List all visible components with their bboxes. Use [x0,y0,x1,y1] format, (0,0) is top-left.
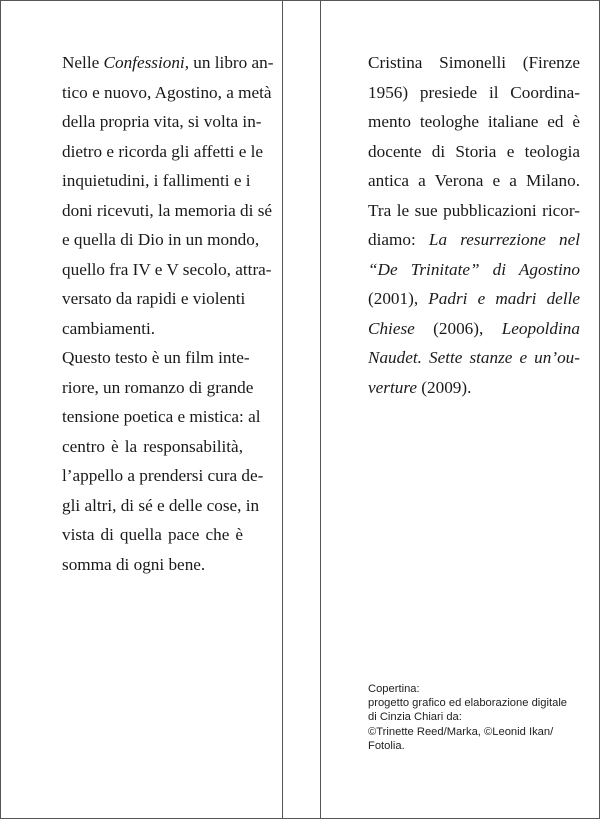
credits-line: Fotolia. [368,739,405,752]
italic-title: Naudet. Sette stanze e un’ou- [368,348,580,367]
text-line: Nelle Confessioni, un libro an- [62,53,274,72]
italic-title: “De Trinitate” di Agostino [368,259,580,279]
text-line: tico e nuovo, Agostino, a metà [62,82,272,102]
text-line: vista di quella pace che è [62,525,243,544]
text-line: (2001), Padri e madri delle [368,289,580,308]
credits-line: ©Trinette Reed/Marka, ©Leonid Ikan/ [368,725,554,738]
description-paragraph-2 [62,343,264,579]
credits-line: progetto grafico ed elaborazione digitale [368,697,568,710]
text-line: gli altri, di sé e delle cose, in [62,495,260,515]
text-line: mento teologhe italiane ed è [368,112,580,131]
text-line: verture (2009). [368,377,472,397]
text-line: doni ricevuti, la memoria di sé [62,200,273,220]
italic-title: verture [368,377,417,397]
text-line [368,343,580,373]
text-line: Tra le sue pubblicazioni ricor- [368,200,580,220]
italic-title: Chiese [368,318,415,338]
author-bio [368,48,580,402]
italic-title: Leopoldina [501,318,580,338]
italic-title: Confessioni [103,53,185,72]
text-line: Questo testo è un film inte- [62,348,250,367]
text-line [368,255,580,285]
credits-line: di Cinzia Chiari da: [368,711,462,724]
text-line: cambiamenti. [62,318,156,338]
text-line: Chiese (2006), Leopoldina [368,318,580,338]
fold-line-left [282,0,283,819]
italic-title: Padri e madri delle [428,289,580,308]
text-line: docente di Storia e teologia [368,141,580,161]
text-line: antica a Verona e a Milano. [368,171,580,190]
text-line: quello fra IV e V secolo, attra- [62,259,272,279]
text-line: l’appello a prendersi cura de- [62,466,264,485]
text-line: centro è la responsabilità, [62,436,243,456]
fold-line-right [320,0,321,819]
text-line: tensione poetica e mistica: al [62,407,261,426]
text-line: diamo: La resurrezione nel [368,230,580,249]
text-line: versato da rapidi e violenti [62,289,246,308]
text-line: 1956) presiede il Coordina- [368,82,580,102]
text-line: somma di ogni bene. [62,554,206,574]
text-line: della propria vita, si volta in- [62,112,262,131]
description-paragraph-1 [62,48,274,343]
text-line: Cristina Simonelli (Firenze [368,53,580,72]
book-description [62,48,274,579]
text-line: riore, un romanzo di grande [62,377,254,397]
text-line: e quella di Dio in un mondo, [62,230,260,249]
italic-title: La resurrezione nel [428,230,580,249]
text-line: inquietudini, i fallimenti e i [62,171,251,190]
cover-credits [368,682,588,753]
text-line: dietro e ricorda gli affetti e le [62,141,264,161]
bio-paragraph [368,48,580,402]
credits-line: Copertina: [368,683,420,695]
